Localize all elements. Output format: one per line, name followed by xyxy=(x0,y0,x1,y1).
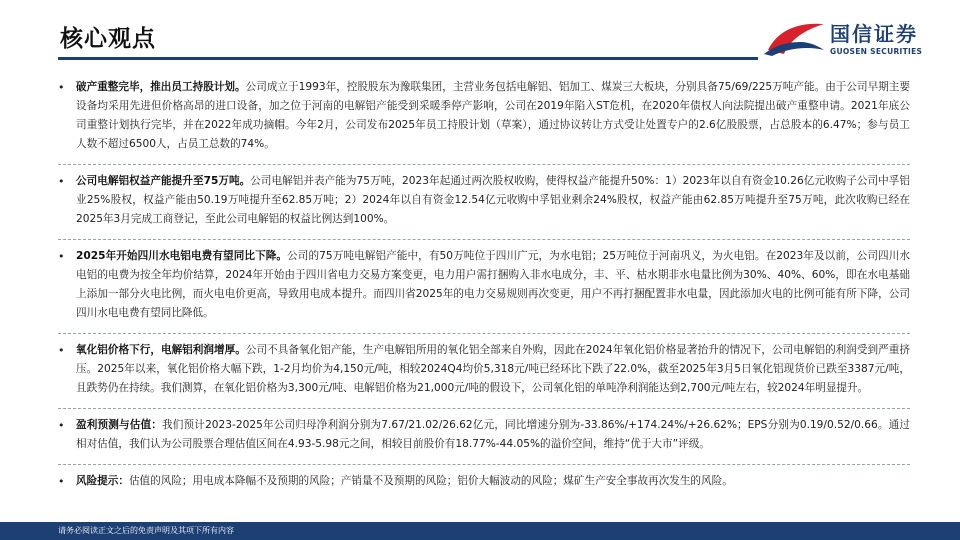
key-points-list xyxy=(58,78,910,508)
disclaimer-notice: 请务必阅读正文之后的免责声明及其项下所有内容 xyxy=(58,526,234,535)
key-point-lead: 氧化铝价格下行，电解铝利润增厚。 xyxy=(76,344,246,356)
title-divider xyxy=(58,57,758,60)
key-point-body: 估值的风险；用电成本降幅不及预期的风险；产销量不及预期的风险；铝价大幅波动的风险；煤矿生产安全事故再次发生的风险。 xyxy=(128,475,733,487)
key-point-body: 公司的75万吨电解铝产能中，有50万吨位于四川广元，为水电铝；25万吨位于河南巩义，为火电铝。在2023年及以前，公司四川水电铝的电费为按全年均价结算，2024年开始由于四川省电力交易方案变更，电力用户需打捆购入非水电成分，丰、平、枯水期非水电量比例为30%、40%、60%，即在水电基础上添加一部分火电比例，而火电电价更高，导致用电成本提升。而四川省2025年的电力交易规则再次变更，用户不再打捆配置非水电量，因此添加火电的比例可能有所下降，公司四川水电电费有望同比降低。 xyxy=(76,250,911,319)
bullet-dot-icon: • xyxy=(58,175,65,188)
key-point-lead: 2025年开始四川水电铝电费有望同比下降。 xyxy=(76,250,288,262)
key-point-lead: 风险提示： xyxy=(76,475,129,487)
key-point-body: 公司不具备氧化铝产能，生产电解铝所用的氧化铝全部来自外购，因此在2024年氧化铝价格显著抬升的情况下，公司电解铝的利润受到严重挤压。2025年以来，氧化铝价格大幅下跌，1-2月均价为4,150元/吨，相较2024Q4均价5,318元/吨已经环比下跌了22.0%，截至2025年3月5日氧化铝现货价已跌至3387元/吨，且跌势仍在持续。我们测算，在氧化铝价格为3,300元/吨、电解铝价格为21,000元/吨的假设下，公司氧化铝的单吨净利润能达到2,700元/吨左右，较2024年明显提升。 xyxy=(76,344,910,394)
bullet-dot-icon: • xyxy=(58,250,65,263)
bullet-dot-icon: • xyxy=(58,475,65,488)
key-point-lead: 盈利预测与估值： xyxy=(76,419,163,431)
key-point-earnings-forecast xyxy=(58,416,910,465)
key-point-body: 公司成立于1993年，控股股东为豫联集团，主营业务包括电解铝、铝加工、煤炭三大板块，分别具备75/69/225万吨产能。由于公司早期主要设备均采用先进但价格高昂的进口设备，加之位于河南的电解铝产能受到采暖季停产影响，公司在2019年陷入ST危机，在2020年债权人向法院提出破产重整申请。2021年底公司重整计划执行完毕，并在2022年成功摘帽。今年2月，公司发布2025年员工持股计划（草案），通过协议转让方式受让处置专户的2.6亿股股票，占总股本的6.47%；参与员工人数不超过6500人，占员工总数的74%。 xyxy=(76,81,910,150)
key-point-lead: 破产重整完毕，推出员工持股计划。 xyxy=(76,81,246,93)
key-point-restructuring xyxy=(58,78,910,165)
bullet-dot-icon: • xyxy=(58,344,65,357)
key-point-risk-warning xyxy=(58,472,910,501)
bullet-dot-icon: • xyxy=(58,81,65,94)
guosen-logo xyxy=(764,16,924,62)
key-point-power-cost xyxy=(58,247,910,334)
key-point-body: 我们预计2023-2025年公司归母净利润分别为7.67/21.02/26.62亿元，同比增速分别为-33.86%/+174.24%/+26.62%；EPS分别为0.19/0.52/0.66。通过相对估值，我们认为公司股票合理估值区间在4.93-5.98元之间，相较目前股价有18.77%-44.05%的溢价空间，维持“优于大市”评级。 xyxy=(76,419,911,450)
bullet-dot-icon: • xyxy=(58,419,65,432)
key-point-alumina-price xyxy=(58,341,910,409)
key-point-equity-capacity xyxy=(58,172,910,240)
header xyxy=(0,0,960,66)
key-point-body: 公司电解铝并表产能为75万吨，2023年起通过两次股权收购，使得权益产能提升50%：1）2023年以自有资金10.26亿元收购子公司中孚铝业25%股权，权益产能由50.19万吨提升至62.85万吨；2）2024年以自有资金12.54亿元收购中孚铝业剩余24%股权，权益产能由62.85万吨提升至75万吨，此次收购已经在2025年3月完成工商登记，至此公司电解铝的权益比例达到100%。 xyxy=(76,175,910,225)
footer-bar xyxy=(0,522,960,540)
page-title: 核心观点 xyxy=(60,26,156,52)
logo-name-cn: 国信证券 xyxy=(830,22,918,46)
guosen-logo-mark-icon xyxy=(764,20,826,56)
key-point-lead: 公司电解铝权益产能提升至75万吨。 xyxy=(76,175,251,187)
logo-name-en: GUOSEN SECURITIES xyxy=(830,47,923,56)
